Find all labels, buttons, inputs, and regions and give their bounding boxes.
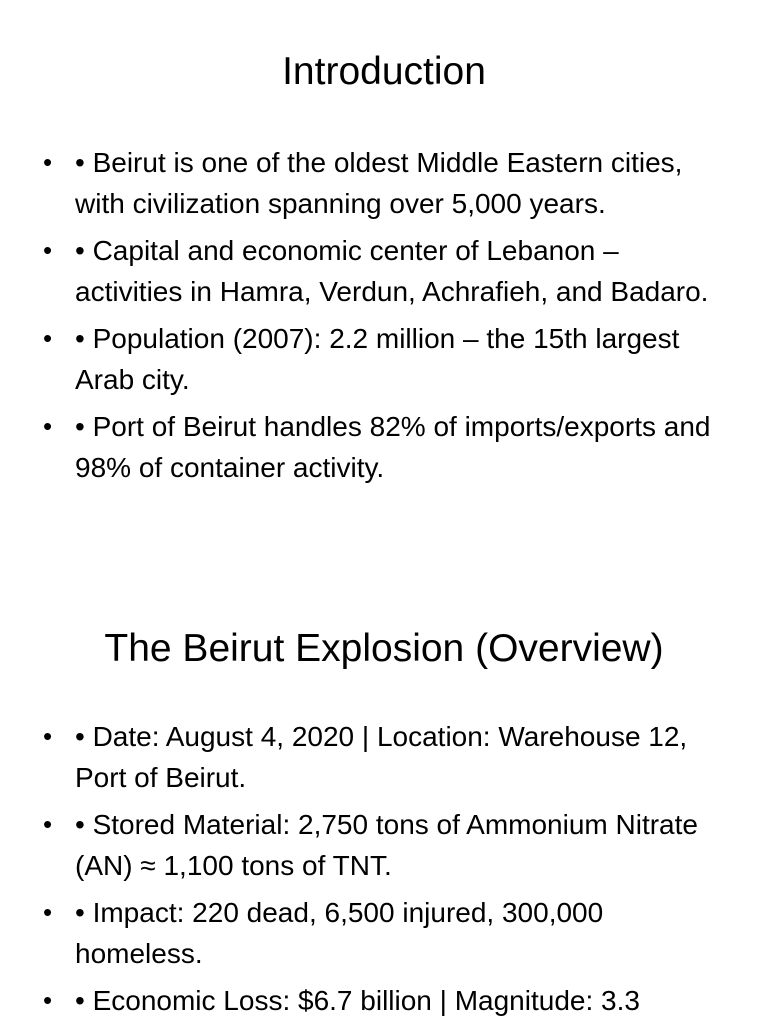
bullet-icon: • — [43, 897, 53, 927]
bullet-text: • Stored Material: 2,750 tons of Ammonium Nitrate (AN) ≈ 1,100 tons of TNT. — [75, 809, 698, 881]
bullet-icon: • — [43, 809, 53, 839]
bullet-item — [0, 142, 768, 224]
bullet-text: • Capital and economic center of Lebanon – activities in Hamra, Verdun, Achrafieh, and Badaro. — [75, 235, 709, 307]
bullet-item — [0, 318, 768, 400]
bullet-icon: • — [43, 323, 53, 353]
bullet-text: • Port of Beirut handles 82% of imports/exports and 98% of container activity. — [75, 411, 711, 483]
bullet-item — [0, 892, 768, 974]
bullet-icon: • — [43, 721, 53, 751]
bullet-list — [0, 142, 768, 494]
bullet-item — [0, 406, 768, 488]
slide-title: The Beirut Explosion (Overview) — [104, 627, 664, 670]
bullet-item — [0, 230, 768, 312]
slide-title: Introduction — [282, 50, 486, 93]
bullet-text: • Date: August 4, 2020 | Location: Warehouse 12, Port of Beirut. — [75, 721, 688, 793]
slide-introduction — [0, 50, 768, 483]
bullet-text: • Economic Loss: $6.7 billion | Magnitude: 3.3 — [75, 985, 640, 1016]
bullet-item — [0, 716, 768, 798]
bullet-item — [0, 804, 768, 886]
bullet-text: • Beirut is one of the oldest Middle Eastern cities, with civilization spanning over 5,000 years. — [75, 147, 683, 219]
bullet-icon: • — [43, 147, 53, 177]
bullet-text: • Impact: 220 dead, 6,500 injured, 300,000 homeless. — [75, 897, 604, 969]
bullet-list — [0, 716, 768, 1027]
bullet-icon: • — [43, 411, 53, 441]
bullet-icon: • — [43, 985, 53, 1015]
bullet-item — [0, 980, 768, 1021]
bullet-text: • Population (2007): 2.2 million – the 15th largest Arab city. — [75, 323, 680, 395]
slide-beirut-explosion-overview — [0, 627, 768, 1016]
bullet-icon: • — [43, 235, 53, 265]
